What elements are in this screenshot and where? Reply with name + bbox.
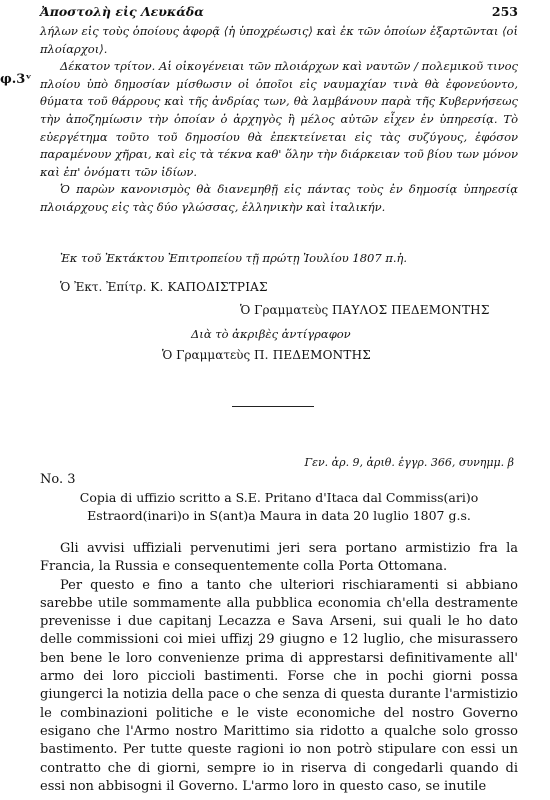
certified-copy-line: Διὰ τὸ ἀκριβὲς ἀντίγραφον <box>191 327 351 341</box>
document-heading: Copia di uffizio scritto a S.E. Pritano d'Itaca dal Commiss(ari)o Estraord(inari)o in S(ant)a Maura in data 20 luglio 1807 g.s. <box>79 490 479 523</box>
greek-paragraph-continuation: λήλων εἰς τοὺς ὁποίους ἀφορᾷ ⟨ἡ ὑποχρέωσις⟩ καὶ ἐκ τῶν ὁποίων ἐξαρτῶνται ⟨οἱ πλοίαρχοι⟩. <box>40 24 518 56</box>
signature-name: Κ. ΚΑΠΟΔΙΣΤΡΙΑΣ <box>150 280 268 294</box>
page-number: 253 <box>491 4 518 19</box>
section-divider <box>232 406 314 407</box>
folio-marginal-note: φ.3ᵛ <box>0 72 32 87</box>
signature-name: Π. ΠΕΔΕΜΟΝΤΗΣ <box>254 348 371 362</box>
greek-date-line: Ἐκ τοῦ Ἐκτάκτου Ἐπιτροπείου τῇ πρώτῃ Ἰουλίου 1807 π.ἡ. <box>60 251 408 265</box>
article-label: Δέκατον τρίτον. <box>60 59 156 74</box>
signature-commissioner <box>60 280 268 294</box>
archive-reference: Γεν. ἀρ. 9, ἀριθ. ἐγγρ. 366, συνημμ. β <box>304 456 514 469</box>
greek-paragraph-article-13 <box>40 58 518 181</box>
document-number: No. 3 <box>40 472 76 487</box>
italian-paragraph-1: Gli avvisi uffiziali pervenutimi jeri sera portano armistizio fra la Francia, la Russia e consequentemente colla Porta Ottomana. <box>40 541 518 575</box>
signature-title: Ὁ Ἐκτ. Ἐπίτρ. <box>60 280 147 294</box>
running-header <box>40 4 518 20</box>
signature-title: Ὁ Γραμματεὺς <box>162 348 251 362</box>
running-title: Ἀποστολὴ εἰς Λευκάδα <box>40 4 204 19</box>
signature-secretary-copy <box>162 348 371 362</box>
signature-secretary <box>240 303 490 317</box>
greek-regulation-text <box>40 23 518 217</box>
greek-paragraph-distribution: Ὁ παρὼν κανονισμὸς θὰ διανεμηθῇ εἰς πάντας τοὺς ἐν δημοσίᾳ ὑπηρεσίᾳ πλοιάρχους εἰς τὰς δύο γλώσσας, ἑλληνικὴν καὶ ἰταλικήν. <box>40 182 518 214</box>
article-body: Αἱ οἰκογένειαι τῶν πλοιάρχων καὶ ναυτῶν / πολεμικοῦ τινος πλοίου ὑπὸ δημοσίαν μίσθωσιν οἱ ὁποῖοι εἰς ναυμαχίαν τινὰ θὰ ἐφονεύοντο, θύματα τοῦ θάρρους καὶ τῆς ἀνδρίας των, θὰ λαμβάνουν παρὰ τῆς Κυβερνήσεως τὴν ἀποζημίωσιν τὴν ὁποίαν ὁ ἀρχηγὸς ἢ μέλος αὐτῶν εἶχεν ἐν ὑπηρεσίᾳ. Τὸ εὐεργέτημα τοῦτο τοῦ δημοσίου θὰ ἐπεκτείνεται εἰς τὰς συζύγους, ἐφόσον παραμένουν χῆραι, καὶ εἰς τὰ τέκνα καθ' ὅλην τὴν διάρκειαν τοῦ βίου των μόνον καὶ ἐπ' ὀνόματι τῶν ἰδίων. <box>40 59 518 179</box>
signature-name: ΠΑΥΛΟΣ ΠΕΔΕΜΟΝΤΗΣ <box>332 303 490 317</box>
italian-paragraph-2: Per questo e fino a tanto che ulteriori rischiaramenti si abbiano sarebbe utile sommamente alla pubblica economia ch'ella destramente prevenisse i due capitanj Lecazza e Sava Arseni, sui quali le ho dato delle commissioni coi miei uffizj 29 giugno e 12 luglio, che misurassero ben bene le loro convenienze prima di apprestarsi definitivamente all' armo dei loro piccioli bastimenti. Forse che in pochi giorni possa giungerci la notizia della pace o che senza di questa durante l'armistizio le combinazioni politiche e le viste economiche del nostro Governo esigano che l'Armo nostro Marittimo sia ridotto a qualche solo grosso bastimento. Per tutte queste ragioni io non potrò stipulare con essi un contratto che di giorni, sempre io in riserva di congedarli quando di essi non abbisogni il Governo. L'armo loro in questo caso, se inutile <box>40 577 518 794</box>
signature-title: Ὁ Γραμματεὺς <box>240 303 329 317</box>
italian-letter-text <box>40 540 518 796</box>
